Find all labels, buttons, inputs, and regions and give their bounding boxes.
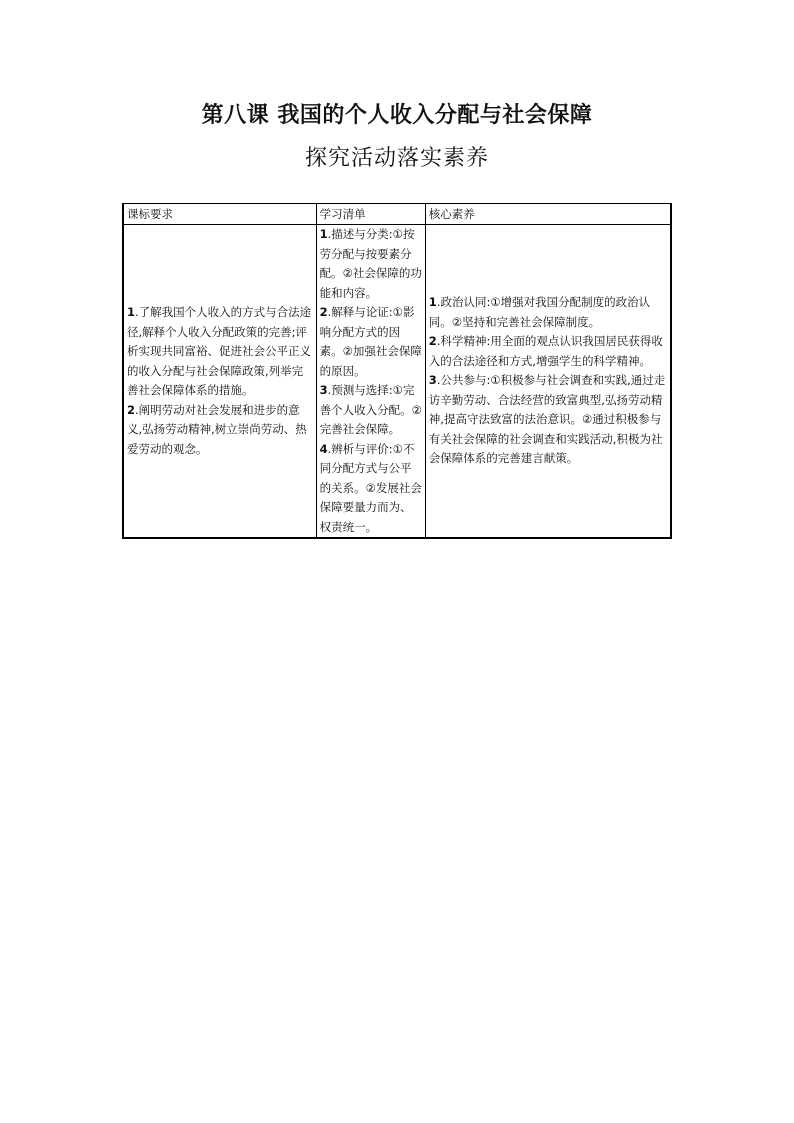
header-core-literacy: 核心素养 [425, 204, 671, 225]
checklist-item: 3.预测与选择:①完善个人收入分配。②完善社会保障。 [319, 383, 422, 436]
page-title: 第八课 我国的个人收入分配与社会保障 [201, 103, 593, 128]
header-study-checklist: 学习清单 [316, 204, 425, 225]
header-curriculum-standards: 课标要求 [123, 204, 316, 225]
checklist-item: 4.辨析与评价:①不同分配方式与公平的关系。②发展社会保障要量力而为、权责统一。 [319, 441, 422, 534]
literacy-item: 1.政治认同:①增强对我国分配制度的政治认同。②坚持和完善社会保障制度。 [428, 295, 651, 329]
table-header-row [123, 204, 671, 225]
literacy-item: 3.公共参与:①积极参与社会调查和实践,通过走访辛勤劳动、合法经营的致富典型,弘扬劳动精神,提高守法致富的法治意识。②通过积极参与有关社会保障的社会调查和实践活动,积极为社会保障体系的完善建言献策。 [428, 373, 666, 466]
table-row [123, 225, 671, 539]
checklist-item: 1.描述与分类:①按劳分配与按要素分配。②社会保障的功能和内容。 [319, 227, 422, 300]
curriculum-standards-cell [123, 225, 316, 539]
study-checklist-cell [316, 225, 425, 539]
standard-item: 2.阐明劳动对社会发展和进步的意义,弘扬劳动精神,树立崇尚劳动、热爱劳动的观念。 [127, 402, 307, 456]
lesson-plan-table [122, 203, 672, 539]
page-subtitle: 探究活动落实素养 [304, 146, 489, 171]
literacy-item: 2.科学精神:用全面的观点认识我国居民获得收入的合法途径和方式,增强学生的科学精神。 [428, 334, 663, 368]
checklist-item: 2.解释与论证:①影响分配方式的因素。②加强社会保障的原因。 [319, 305, 422, 378]
core-literacy-cell [425, 225, 671, 539]
standard-item: 1.了解我国个人收入的方式与合法途径,解释个人收入分配政策的完善;评析实现共同富裕、促进社会公平正义的收入分配与社会保障政策,列举完善社会保障体系的措施。 [127, 305, 312, 397]
